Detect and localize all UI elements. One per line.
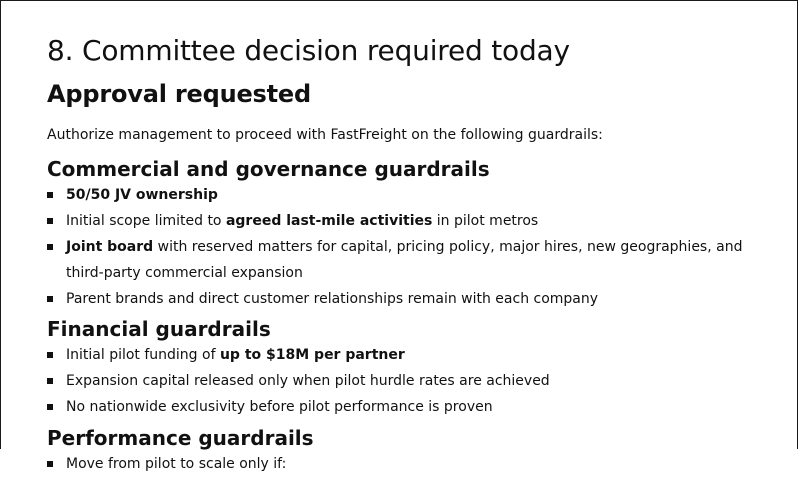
bullet-marker: [47, 352, 53, 358]
bullet-text-post: with reserved matters for capital, pricing policy, major hires, new geographies, and third-party commercial expansion: [66, 239, 743, 281]
bullet-text-bold: Joint board: [66, 239, 154, 255]
bullet-item: [47, 394, 767, 420]
commercial-guardrails-heading: Commercial and governance guardrails: [47, 157, 490, 181]
bullet-text-pre: Initial scope limited to: [66, 213, 226, 229]
bullet-text-post: in pilot metros: [432, 213, 539, 229]
bullet-text-pre: No nationwide exclusivity before pilot performance is proven: [66, 399, 493, 415]
slide-content: [47, 31, 767, 477]
bullet-item: [47, 368, 767, 394]
slide-subtitle: Approval requested: [47, 80, 311, 108]
bullet-text-bold: agreed last-mile activities: [225, 213, 433, 229]
financial-guardrails-heading: Financial guardrails: [47, 317, 271, 341]
bullet-text-pre: Initial pilot funding of: [66, 347, 220, 363]
performance-guardrails-list: [47, 451, 767, 477]
bullet-marker: [47, 244, 53, 250]
slide-title: 8. Committee decision required today: [47, 34, 570, 67]
bullet-item: [47, 234, 767, 286]
intro-text: Authorize management to proceed with FastFreight on the following guardrails:: [47, 127, 603, 143]
bullet-marker: [47, 378, 53, 384]
commercial-guardrails-list: [47, 182, 767, 312]
bullet-text-pre: Move from pilot to scale only if:: [66, 456, 287, 472]
bullet-item: [47, 208, 767, 234]
bullet-marker: [47, 192, 53, 198]
bullet-text-pre: Parent brands and direct customer relationships remain with each company: [66, 291, 599, 307]
bullet-text-bold: up to $18M per partner: [219, 347, 405, 363]
bullet-item: [47, 286, 767, 312]
financial-guardrails-list: [47, 342, 767, 420]
performance-guardrails-heading: Performance guardrails: [47, 426, 314, 450]
bullet-marker: [47, 296, 53, 302]
bullet-item: [47, 182, 767, 208]
bullet-marker: [47, 218, 53, 224]
bullet-marker: [47, 461, 53, 467]
bullet-item: [47, 342, 767, 368]
bullet-text-bold: 50/50 JV ownership: [66, 187, 218, 203]
bullet-item: [47, 451, 767, 477]
bullet-text-pre: Expansion capital released only when pilot hurdle rates are achieved: [66, 373, 550, 389]
bullet-marker: [47, 404, 53, 410]
